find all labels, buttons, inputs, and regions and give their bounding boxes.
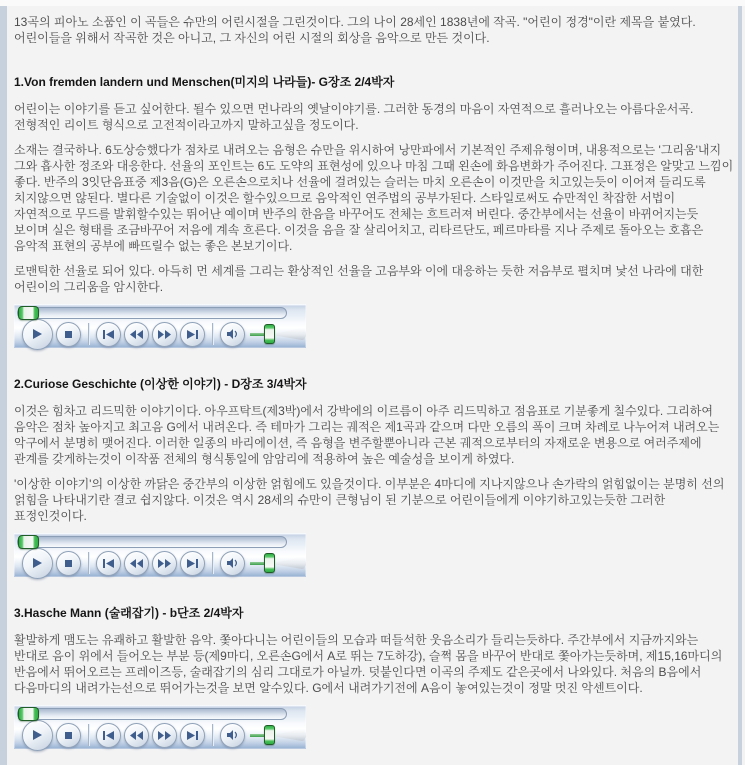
- media-player-3: [14, 705, 306, 749]
- play-button[interactable]: [22, 548, 53, 579]
- skip-back-button[interactable]: [96, 322, 121, 347]
- volume-track: [250, 333, 264, 336]
- volume-group: [220, 723, 308, 748]
- fast-forward-icon: [158, 330, 171, 339]
- divider: [212, 323, 213, 345]
- section-2-paragraph-2: '이상한 이야기'의 이상한 까닭은 중간부의 이상한 얽힘에도 있을것이다. 이부분은 4마디에 지나지않으나 손가락의 얽힘없이는 분명히 선의 얽힘을 나타내기란 결코 쉽지않다. 이것은 역시 28세의 슈만이 큰형님이 된 기분으로 어린이들에게 이야기하고있는듯한 그러한 표정인것이다.: [14, 477, 725, 523]
- play-icon: [33, 329, 42, 339]
- section-1-paragraph-1: 어린이는 이야기를 듣고 싶어한다. 될수 있으면 먼나라의 옛날이야기를. 그러한 동경의 마음이 자연적으로 흘러나오는 아름다운서곡. 전형적인 리이트 형식으로 고전적이라고까지 말하고싶을 정도이다.: [14, 102, 694, 132]
- intro-paragraph: 13곡의 피아노 소품인 이 곡들은 슈만의 어린시절을 그린것이다. 그의 나이 28세인 1838년에 작곡. "어린이 정경"이란 제목을 붙였다. 어린이들을 위해서 작곡한 것은 아니고, 그 자신의 어린 시절의 회상을 음악으로 만든 것이다.: [14, 15, 696, 45]
- stop-icon: [65, 732, 72, 739]
- stop-button[interactable]: [56, 551, 81, 576]
- speaker-icon: [227, 329, 239, 339]
- speaker-icon: [227, 558, 239, 568]
- skip-back-icon: [103, 559, 114, 568]
- rewind-icon: [130, 330, 143, 339]
- fast-forward-icon: [158, 559, 171, 568]
- player-controls: [14, 723, 306, 749]
- play-button[interactable]: [22, 319, 53, 350]
- volume-thumb[interactable]: [264, 324, 275, 344]
- skip-back-icon: [103, 330, 114, 339]
- rewind-icon: [130, 559, 143, 568]
- seek-track[interactable]: [17, 307, 287, 319]
- fast-forward-button[interactable]: [152, 551, 177, 576]
- section-3-heading: 3.Hasche Mann (술래잡기) - b단조 2/4박자: [14, 606, 244, 620]
- rewind-button[interactable]: [124, 322, 149, 347]
- volume-thumb[interactable]: [264, 553, 275, 573]
- volume-thumb[interactable]: [264, 725, 275, 745]
- rewind-button[interactable]: [124, 551, 149, 576]
- seek-track[interactable]: [17, 708, 287, 720]
- player-controls: [14, 322, 306, 348]
- play-icon: [33, 558, 42, 568]
- divider: [88, 552, 89, 574]
- seek-thumb[interactable]: [18, 535, 39, 549]
- section-3-paragraph-1: 활발하게 맴도는 유쾌하고 활발한 음악. 쫓아다니는 어린이들의 모습과 떠들석한 웃음소리가 들리는듯하다. 주간부에서 지금까지와는 반대로 음이 위에서 들어오는 부분 등(제9마디, 오른손G에서 A로 뛰는 7도하강), 슬쩍 몸을 바꾸어 반대로 쫓아가는듯하며, 제15,16마디의 반음에서 뛰어오르는 프레이즈등, 술래잡기의 심리 그대로가 아닐까. 덧붙인다면 이곡의 주제도 같은곳에서 나와있다. 처음의 B음에서 다음마디의 내려가는선으로 뛰어가는것을 보면 알수있다. G에서 내려가기전에 A음이 놓여있는것이 정말 멋진 악센트이다.: [14, 633, 723, 695]
- volume-track: [250, 562, 264, 565]
- divider: [88, 724, 89, 746]
- skip-forward-button[interactable]: [180, 723, 205, 748]
- skip-back-button[interactable]: [96, 723, 121, 748]
- stop-icon: [65, 560, 72, 567]
- volume-wedge[interactable]: [276, 729, 306, 741]
- mute-button[interactable]: [220, 551, 245, 576]
- skip-forward-icon: [187, 559, 198, 568]
- stop-button[interactable]: [56, 322, 81, 347]
- volume-wedge[interactable]: [276, 328, 306, 340]
- divider: [88, 323, 89, 345]
- section-2-paragraph-1: 이것은 힘차고 리드믹한 이야기이다. 아우프탁트(제3박)에서 강박에의 이르름이 아주 리드믹하고 점음표로 기분좋게 칠수있다. 그리하여 음악은 점차 높아지고 최고음 G에서 내려온다. 즉 테마가 그리는 궤적은 제1곡과 같으며 다만 오름의 폭이 크며 차례로 나누어져 내려오는 악구에서 분명히 맺어진다. 이러한 일종의 바리에이션, 즉 음형을 변주할뿐아니라 근본 궤적으로부터의 자재로운 변용으로 여러주제에 관계를 갖게하는것이 이작품 전체의 형식통일에 암암리에 적용하여 높은 예술성을 보이게 하였다.: [14, 404, 720, 466]
- play-icon: [33, 730, 42, 740]
- left-border-strip: [0, 6, 7, 765]
- rewind-icon: [130, 731, 143, 740]
- skip-forward-icon: [187, 731, 198, 740]
- seek-thumb[interactable]: [18, 306, 39, 320]
- fast-forward-icon: [158, 731, 171, 740]
- section-1-paragraph-3: 로맨틱한 선율로 되어 있다. 아득히 먼 세계를 그리는 환상적인 선율을 고음부와 이에 대응하는 듯한 저음부로 펼치며 낯선 나라에 대한 어린이의 그리움을 암시한다.: [14, 264, 704, 294]
- seek-thumb[interactable]: [18, 707, 39, 721]
- section-2-heading: 2.Curiose Geschichte (이상한 이야기) - D장조 3/4박자: [14, 377, 307, 391]
- article-content: [7, 6, 738, 765]
- seek-bar[interactable]: [14, 533, 306, 551]
- rewind-button[interactable]: [124, 723, 149, 748]
- seek-track[interactable]: [17, 536, 287, 548]
- seek-bar[interactable]: [14, 304, 306, 322]
- player-controls: [14, 551, 306, 577]
- skip-back-icon: [103, 731, 114, 740]
- media-player-2: [14, 533, 306, 577]
- play-button[interactable]: [22, 720, 53, 751]
- fast-forward-button[interactable]: [152, 723, 177, 748]
- volume-group: [220, 322, 308, 347]
- divider: [212, 724, 213, 746]
- stop-icon: [65, 331, 72, 338]
- volume-track: [250, 734, 264, 737]
- fast-forward-button[interactable]: [152, 322, 177, 347]
- speaker-icon: [227, 730, 239, 740]
- section-1-paragraph-2: 소재는 결국하나. 6도상승했다가 점차로 내려오는 음형은 슈만을 위시하여 낭만파에서 기본적인 주제유형이며, 내용적으로는 '그리움'내지 그와 흡사한 정조와 대응한다. 선율의 포인트는 6도 도약의 표현성에 있으나 마침 그때 왼손에 화음변화가 주어진다. 그표정은 알맞고 느낌이 좋다. 반주의 3잇단음표중 제3음(G)은 오른손으로치나 선율에 걸려있는 슬러는 마치 오른손이 이것만을 치고있는듯이 이어져 들리도록 치지않으면 않된다. 별다른 기술없이 이것은 할수있으므로 음악적인 연주법의 공부가된다. 스타일로써도 슈만적인 착잡한 서법이 자연적으로 무드를 발휘할수있는 뛰어난 예이며 반주의 한음을 바꾸어도 전체는 흐트러져 버린다. 중간부에서는 선율이 바뀌어지는듯 보이며 실은 형태를 조금바꾸어 저음에 계속 흐른다. 이것을 음을 잘 살리어치고, 리타르단도, 페르마타를 지나 주제로 돌아오는 호흡은 음악적 표현의 공부에 빠뜨릴수 없는 좋은 본보기이다.: [14, 143, 734, 253]
- section-1-heading: 1.Von fremden landern und Menschen(미지의 나라들)- G장조 2/4박자: [14, 75, 395, 89]
- volume-wedge[interactable]: [276, 557, 306, 569]
- stop-button[interactable]: [56, 723, 81, 748]
- skip-back-button[interactable]: [96, 551, 121, 576]
- skip-forward-button[interactable]: [180, 551, 205, 576]
- mute-button[interactable]: [220, 322, 245, 347]
- seek-bar[interactable]: [14, 705, 306, 723]
- skip-forward-button[interactable]: [180, 322, 205, 347]
- right-border-strip: [738, 6, 742, 765]
- mute-button[interactable]: [220, 723, 245, 748]
- volume-group: [220, 551, 308, 576]
- divider: [212, 552, 213, 574]
- media-player-1: [14, 304, 306, 348]
- skip-forward-icon: [187, 330, 198, 339]
